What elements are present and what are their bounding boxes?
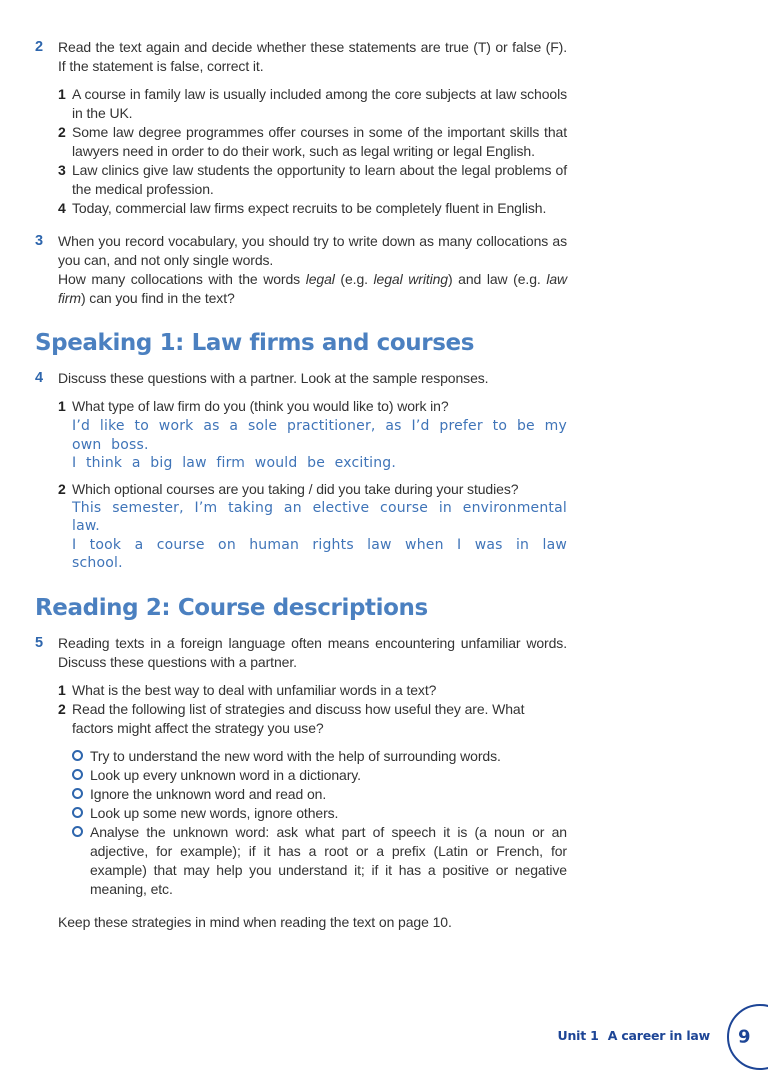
page-content: [35, 38, 567, 932]
item-text: What is the best way to deal with unfamiliar words in a text?: [72, 681, 437, 698]
strategy-text: Analyse the unknown word: ask what part of speech it is (a noun or an adjective, for example); if it has a root or a prefix (Latin or French, for example) that may help you understand it; if it has a positive or negative meaning, etc.: [90, 823, 567, 897]
item-text: Law clinics give law students the opportunity to learn about the legal problems of the medical profession.: [72, 162, 567, 197]
strategy-text: Ignore the unknown word and read on.: [90, 785, 327, 802]
circle-bullet-icon: [72, 807, 83, 818]
exercise-2-stem: Read the text again and decide whether these statements are true (T) or false (F). If the statement is false, correct it.: [58, 39, 567, 74]
strategy-list: [58, 747, 567, 899]
exercise-4-stem: Discuss these questions with a partner. Look at the sample responses.: [58, 370, 489, 386]
item-number: 4: [58, 200, 66, 216]
handwritten-responses: [72, 499, 567, 573]
exercise-5-stem: Reading texts in a foreign language often means encountering unfamiliar words. Discuss these questions with a partner.: [58, 634, 567, 670]
item-text: Read the following list of strategies and discuss how useful they are. What factors might affect the strategy you use?: [72, 700, 525, 736]
strategy-item: [72, 785, 567, 804]
italic-term: legal writing: [373, 271, 448, 287]
item-number: 3: [58, 162, 66, 178]
exercise-4-item-1: [58, 397, 567, 480]
strategy-text: Look up every unknown word in a dictionary.: [90, 766, 361, 783]
strategy-item: [72, 804, 567, 823]
item-number: 2: [58, 480, 66, 497]
exercise-5-number: 5: [35, 634, 43, 651]
item-number: 1: [58, 681, 66, 698]
italic-term: legal: [305, 271, 335, 287]
item-text: A course in family law is usually included among the core subjects at law schools in the UK.: [72, 86, 567, 121]
exercise-2-item-4: [58, 199, 567, 218]
item-number: 1: [58, 86, 66, 102]
strategy-item: [72, 823, 567, 899]
strategy-text: Try to understand the new word with the help of surrounding words.: [90, 747, 501, 764]
section-heading-speaking-1: Speaking 1: Law firms and courses: [35, 330, 475, 356]
item-question: Which optional courses are you taking / did you take during your studies?: [72, 480, 519, 497]
section-heading-reading-2: Reading 2: Course descriptions: [35, 594, 428, 621]
unit-number: Unit 1: [557, 1028, 599, 1043]
exercise-3: [35, 232, 567, 308]
handwritten-response: I’d like to work as a sole practitioner, as I’d prefer to be my own boss.: [72, 418, 567, 453]
unit-title: A career in law: [607, 1028, 710, 1043]
handwritten-response: I think a big law firm would be exciting.: [72, 455, 397, 471]
item-number: 2: [58, 700, 66, 717]
exercise-3-number: 3: [35, 233, 43, 249]
strategy-item: [72, 766, 567, 785]
circle-bullet-icon: [72, 788, 83, 799]
exercise-4: [35, 369, 567, 573]
item-text: Today, commercial law firms expect recruits to be completely fluent in English.: [72, 200, 547, 216]
circle-bullet-icon: [72, 769, 83, 780]
handwritten-response: I took a course on human rights law when I was in law school.: [72, 536, 567, 571]
exercise-3-stem: When you record vocabulary, you should try to write down as many collocations as you can, and not only single words.: [58, 233, 567, 268]
closing-instruction: Keep these strategies in mind when reading the text on page 10.: [58, 913, 452, 930]
page-number-badge: [727, 1004, 768, 1070]
exercise-5-item-1: [58, 681, 567, 700]
exercise-2-item-1: [58, 85, 567, 123]
strategy-text: Look up some new words, ignore others.: [90, 804, 339, 821]
footer-unit-label: [558, 1028, 710, 1043]
exercise-3-question: How many collocations with the words legal (e.g. legal writing) and law (e.g. law firm) can you find in the text?: [58, 271, 568, 306]
exercise-4-number: 4: [35, 370, 43, 386]
handwritten-responses: [72, 417, 567, 473]
item-question: What type of law firm do you (think you would like to) work in?: [72, 398, 449, 414]
circle-bullet-icon: [72, 826, 83, 837]
item-number: 1: [58, 398, 66, 414]
exercise-2: [35, 38, 567, 218]
exercise-4-item-2: [58, 480, 567, 573]
item-number: 2: [58, 124, 66, 140]
exercise-2-item-3: [58, 161, 567, 199]
exercise-2-item-2: [58, 123, 567, 161]
item-text: Some law degree programmes offer courses in some of the important skills that lawyers need in order to do their work, such as legal writing or legal English.: [72, 124, 567, 159]
italic-term: law firm: [58, 271, 568, 306]
exercise-2-number: 2: [35, 39, 43, 55]
page-number: 9: [738, 1026, 751, 1048]
exercise-5-item-2: [58, 700, 567, 738]
exercise-5: [35, 634, 567, 932]
circle-bullet-icon: [72, 750, 83, 761]
strategy-item: [72, 747, 567, 766]
handwritten-response: This semester, I’m taking an elective course in environmental law.: [72, 499, 567, 534]
